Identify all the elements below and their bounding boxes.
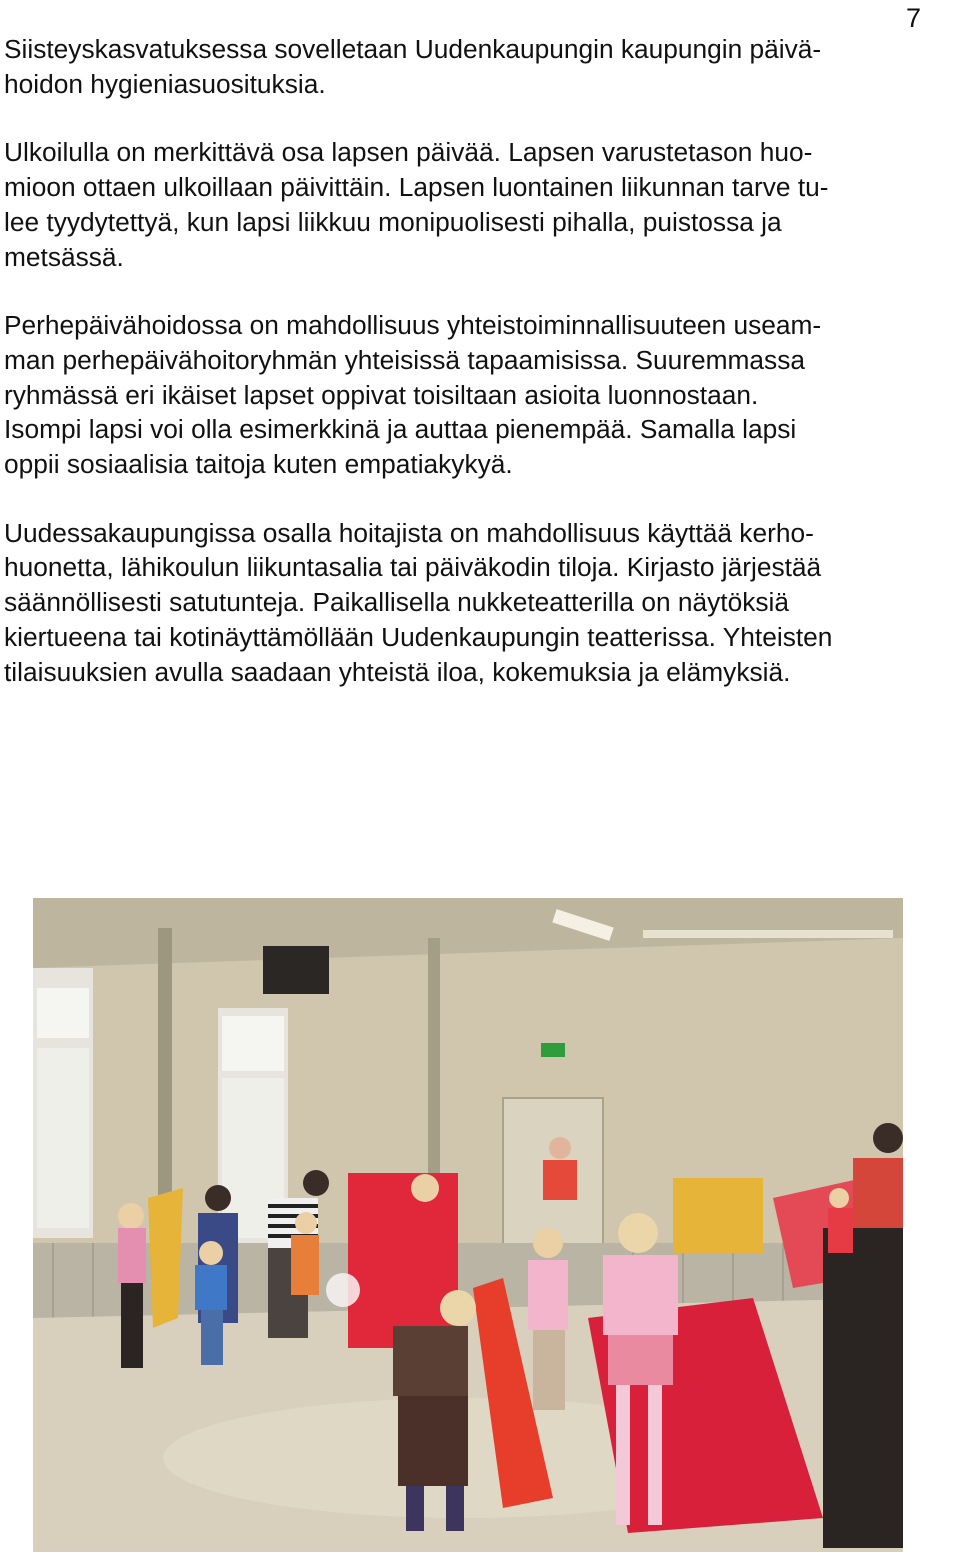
text-line: Siisteyskasvatuksessa sovelletaan Uudenkaupungin kaupungin päivä- <box>4 34 822 64</box>
paragraph-outdoor <box>4 135 959 274</box>
text-line: hoidon hygieniasuosituksia. <box>4 68 326 99</box>
text-line: Perhepäivähoidossa on mahdollisuus yhteistoiminnallisuuteen useam- <box>4 310 822 341</box>
text-line: säännöllisesti satutunteja. Paikallisella nukketeatterilla on näytöksiä <box>4 587 789 618</box>
text-line: man perhepäivähoitoryhmän yhteisissä tapaamisissa. Suuremmassa <box>4 344 805 375</box>
child-skirt <box>398 1396 468 1486</box>
child-shirt <box>195 1265 227 1310</box>
child-legs <box>533 1330 565 1410</box>
text-line: Uudessakaupungissa osalla hoitajista on mahdollisuus käyttää kerho- <box>4 517 814 548</box>
light-glare <box>326 1273 360 1307</box>
text-line: oppii sosiaalisia taitoja kuten empatiakykyä. <box>4 449 513 480</box>
child-legs <box>648 1385 662 1525</box>
cloth-yellow <box>673 1178 763 1253</box>
exit-sign <box>541 1043 565 1057</box>
child-legs <box>121 1283 143 1368</box>
child-shirt <box>828 1208 853 1253</box>
page-number: 7 <box>906 3 922 33</box>
child-head <box>118 1203 144 1229</box>
text-line: tilaisuuksien avulla saadaan yhteistä iloa, kokemuksia ja elämyksiä. <box>4 656 791 687</box>
person-head <box>549 1137 571 1159</box>
cloth-red <box>348 1173 458 1348</box>
child-head <box>440 1290 476 1326</box>
window-blind <box>37 1048 89 1228</box>
person-head <box>873 1123 903 1153</box>
text-line: lee tyydytettyä, kun lapsi liikkuu monipuolisesti pihalla, puistossa ja <box>4 206 782 237</box>
text-line: huonetta, lähikoulun liikuntasalia tai päiväkodin tiloja. Kirjasto järjestää <box>4 552 822 583</box>
person-body <box>543 1160 577 1200</box>
text-line: mioon ottaen ulkoillaan päivittäin. Lapsen luontainen liikunnan tarve tu- <box>4 172 829 203</box>
child-head <box>533 1228 563 1258</box>
person-body <box>823 1228 903 1548</box>
child-head <box>199 1241 223 1265</box>
paragraph-facilities <box>4 516 959 690</box>
child-legs <box>616 1385 630 1525</box>
child-shirt <box>291 1235 319 1295</box>
speaker <box>263 946 329 994</box>
text-line: ryhmässä eri ikäiset lapset oppivat toisiltaan asioita luonnostaan. <box>4 379 759 410</box>
text-line: Isompi lapsi voi olla esimerkkinä ja auttaa pienempää. Samalla lapsi <box>4 414 797 445</box>
child-legs <box>201 1310 223 1365</box>
text-line: kiertueena tai kotinäyttämöllään Uudenkaupungin teatterissa. Yhteisten <box>4 621 833 652</box>
photo-illustration <box>33 898 903 1552</box>
child-shirt <box>528 1260 568 1330</box>
person-head <box>303 1170 329 1196</box>
child-head <box>411 1174 439 1202</box>
ceiling-light <box>643 930 893 938</box>
body-text <box>4 32 959 723</box>
text-line: metsässä. <box>4 241 124 272</box>
person-head <box>205 1185 231 1211</box>
paragraph-hygiene <box>4 32 959 101</box>
window-blind <box>222 1016 284 1071</box>
paragraph-group-care <box>4 308 959 482</box>
child-head <box>618 1213 658 1253</box>
child-skirt <box>608 1335 673 1385</box>
child-shirt <box>393 1326 468 1396</box>
child-shirt <box>411 1203 441 1243</box>
child-legs <box>446 1486 464 1531</box>
cloth-yellow <box>148 1188 183 1328</box>
child-legs <box>406 1486 424 1531</box>
child-shirt <box>118 1228 146 1283</box>
child-head <box>295 1212 317 1234</box>
text-line: Ulkoilulla on merkittävä osa lapsen päivää. Lapsen varustetason huo- <box>4 137 813 168</box>
child-head <box>829 1188 849 1208</box>
child-shirt <box>603 1255 678 1335</box>
window-blind <box>37 988 89 1038</box>
photo-children-gym <box>33 898 903 1552</box>
